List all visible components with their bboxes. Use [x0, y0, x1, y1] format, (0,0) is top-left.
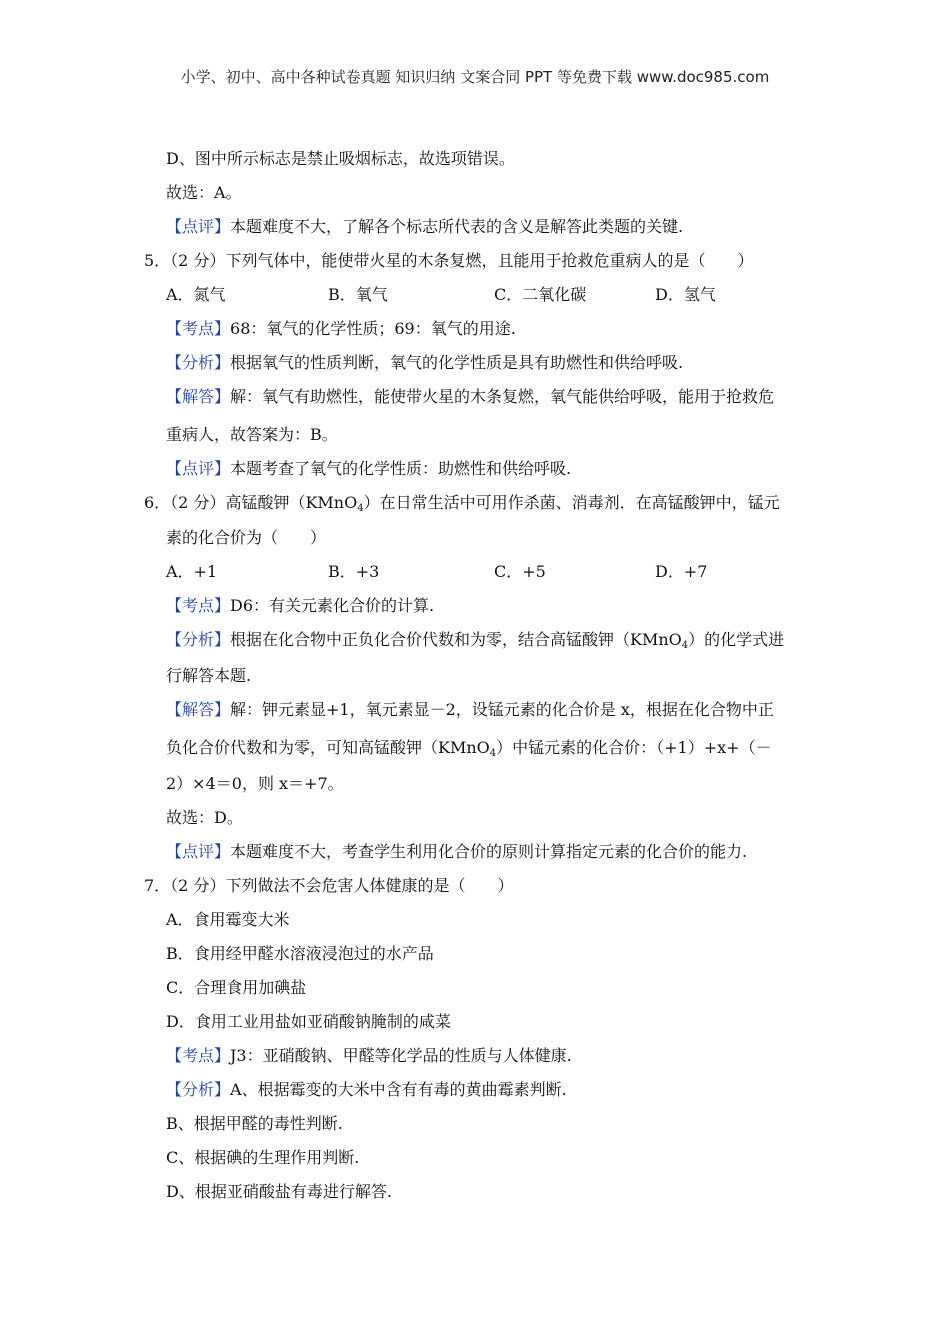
- q5-kaodian: 【考点】68：氧气的化学性质；69：氧气的用途.: [166, 319, 516, 338]
- q5-option-c: C．二氧化碳: [494, 285, 587, 304]
- q5-stem: 5．（2 分）下列气体中，能使带火星的木条复燃，且能用于抢救危重病人的是（ ）: [144, 251, 754, 270]
- q6-jieda-cont2: 2）×4＝0，则 x＝+7。: [166, 774, 344, 793]
- q6-fenxi: 【分析】根据在化合物中正负化合价代数和为零，结合高锰酸钾（KMnO$_4$）的化学式进: [166, 630, 785, 651]
- q6-choice: 故选：D。: [166, 808, 243, 827]
- q6-option-c: C．+5: [494, 562, 546, 581]
- q7-fenxi-d: D、根据亚硝酸盐有毒进行解答.: [166, 1182, 392, 1201]
- q5-option-b: B．氧气: [328, 285, 388, 304]
- q7-option-a: A．食用霉变大米: [166, 910, 290, 929]
- prev-comment: 【点评】本题难度不大，了解各个标志所代表的含义是解答此类题的关键.: [166, 217, 684, 236]
- q6-kaodian: 【考点】D6：有关元素化合价的计算.: [166, 596, 435, 615]
- q6-stem: 6．（2 分）高锰酸钾（KMnO$_4$）在日常生活中可用作杀菌、消毒剂．在高锰酸钾中，锰元: [144, 493, 780, 514]
- page-header: 小学、初中、高中各种试卷真题 知识归纳 文案合同 PPT 等免费下载 www.doc985.com: [180, 68, 770, 86]
- q6-fenxi-cont: 行解答本题.: [166, 666, 252, 685]
- q6-dianping: 【点评】本题难度不大，考查学生利用化合价的原则计算指定元素的化合价的能力.: [166, 842, 748, 861]
- q7-option-d: D．食用工业用盐如亚硝酸钠腌制的咸菜: [166, 1012, 451, 1031]
- q5-jieda-cont: 重病人，故答案为：B。: [166, 425, 338, 444]
- q6-jieda: 【解答】解：钾元素显+1，氧元素显－2，设锰元素的化合价是 x，根据在化合物中正: [166, 700, 774, 719]
- q5-fenxi: 【分析】根据氧气的性质判断，氧气的化学性质是具有助燃性和供给呼吸.: [166, 353, 684, 372]
- q5-dianping: 【点评】本题考查了氧气的化学性质：助燃性和供给呼吸.: [166, 459, 572, 478]
- q6-option-b: B．+3: [328, 562, 380, 581]
- q5-option-a: A．氮气: [166, 285, 226, 304]
- prev-option-d-analysis: D、图中所示标志是禁止吸烟标志，故选项错误。: [166, 149, 515, 168]
- q7-fenxi: 【分析】A、根据霉变的大米中含有有毒的黄曲霉素判断.: [166, 1080, 567, 1099]
- q5-jieda: 【解答】解：氧气有助燃性，能使带火星的木条复燃，氧气能供给呼吸，能用于抢救危: [166, 387, 775, 406]
- q6-option-a: A．+1: [166, 562, 218, 581]
- q6-option-d: D．+7: [655, 562, 708, 581]
- q7-fenxi-c: C、根据碘的生理作用判断.: [166, 1148, 360, 1167]
- prev-choice: 故选：A。: [166, 183, 242, 202]
- q7-kaodian: 【考点】J3：亚硝酸钠、甲醛等化学品的性质与人体健康.: [166, 1046, 572, 1065]
- q6-jieda-cont: 负化合价代数和为零，可知高锰酸钾（KMnO$_4$）中锰元素的化合价：（+1）+x+（－: [166, 738, 772, 759]
- q7-option-c: C．合理食用加碘盐: [166, 978, 307, 997]
- q7-fenxi-b: B、根据甲醛的毒性判断.: [166, 1114, 343, 1133]
- q7-stem: 7．（2 分）下列做法不会危害人体健康的是（ ）: [144, 876, 514, 895]
- comment-tag: 【点评】: [166, 217, 231, 236]
- q6-stem-cont: 素的化合价为（ ）: [166, 528, 327, 547]
- q5-option-d: D．氢气: [655, 285, 716, 304]
- q7-option-b: B．食用经甲醛水溶液浸泡过的水产品: [166, 944, 434, 963]
